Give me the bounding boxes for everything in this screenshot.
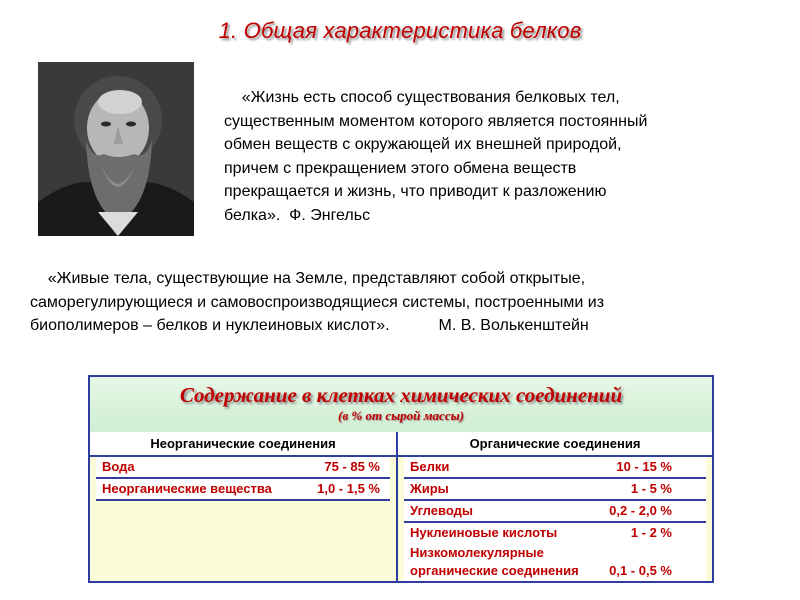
row-value: 1 - 2 % xyxy=(630,525,672,540)
quote-line: белка». Ф. Энгельс xyxy=(224,206,371,224)
quote-line: причем с прекращением этого обмена веществ xyxy=(224,159,577,177)
quote-line: обмен веществ с окружающей их внешней природой, xyxy=(224,136,622,153)
engels-quote xyxy=(224,86,764,227)
row-name: Углеводы xyxy=(410,503,473,518)
table-row-low-molecular xyxy=(404,543,706,583)
quote-line: биополимеров – белков и нуклеиновых кислот». М. В. Волькенштейн xyxy=(30,317,589,334)
table-row-water xyxy=(96,457,390,479)
quote-line: «Живые тела, существующие на Земле, представляют собой открытые, xyxy=(30,270,586,287)
organic-column-header: Органические соединения xyxy=(398,432,712,457)
inorganic-column-header: Неорганические соединения xyxy=(90,432,396,457)
quote-line: саморегулирующиеся и самовоспроизводящиеся системы, построенными из xyxy=(30,293,605,311)
table-row-inorganic xyxy=(96,479,390,501)
table-row-carbohydrates xyxy=(404,501,706,523)
quote-line: прекращается и жизнь, что приводит к разложению xyxy=(224,183,607,200)
row-name: Нуклеиновые кислоты xyxy=(410,525,558,540)
portrait-image xyxy=(38,62,194,236)
chemical-composition-table xyxy=(88,375,714,583)
quote-line: «Жизнь есть способ существования белковых тел, xyxy=(224,89,620,106)
row-name-continued: органические соединения xyxy=(410,563,579,578)
row-value: 0,2 - 2,0 % xyxy=(609,503,672,518)
row-name: Низкомолекулярные xyxy=(410,545,544,560)
table-title: Содержание в клетках химических соединений xyxy=(179,383,623,407)
row-name: Вода xyxy=(102,459,135,474)
column-divider xyxy=(396,432,398,583)
table-header xyxy=(90,377,712,434)
row-value: 0,1 - 0,5 % xyxy=(609,563,672,578)
row-value: 1,0 - 1,5 % xyxy=(317,481,380,496)
row-name: Белки xyxy=(410,459,450,474)
row-name: Неорганические вещества xyxy=(102,481,272,496)
row-value: 1 - 5 % xyxy=(630,481,672,496)
slide-title: 1. Общая характеристика белков xyxy=(218,18,582,43)
table-row-nucleic-acids xyxy=(404,523,706,545)
row-value: 75 - 85 % xyxy=(324,459,380,474)
table-subtitle: (в % от сырой массы) xyxy=(338,408,464,423)
volkenstein-quote xyxy=(30,267,790,338)
row-name: Жиры xyxy=(410,481,449,496)
portrait-drawing xyxy=(38,62,194,236)
quote-line: существенным моментом которого является постоянный xyxy=(224,112,648,130)
row-value: 10 - 15 % xyxy=(616,459,672,474)
table-row-proteins xyxy=(404,457,706,479)
table-row-fats xyxy=(404,479,706,501)
